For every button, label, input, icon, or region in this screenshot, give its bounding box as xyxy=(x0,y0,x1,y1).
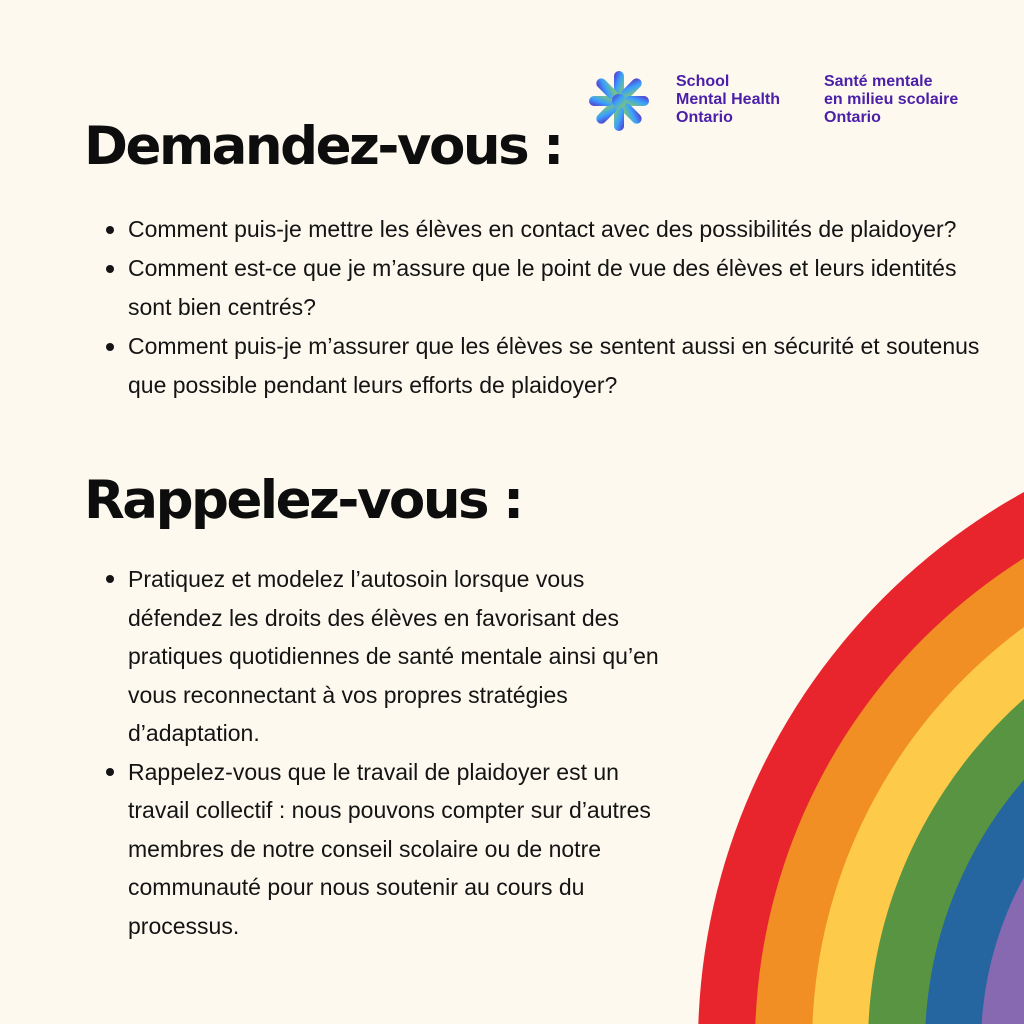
smho-flower-icon xyxy=(586,68,652,134)
logo-line: Santé mentale xyxy=(824,73,933,90)
logo-text-english xyxy=(676,73,780,127)
list-item: Comment puis-je m’assurer que les élèves se sentent aussi en sécurité et soutenus que possible pendant leurs efforts de plaidoyer? xyxy=(84,327,984,405)
smho-logo xyxy=(586,68,986,138)
logo-line: en milieu scolaire xyxy=(824,91,959,108)
list-item: Rappelez-vous que le travail de plaidoyer est un travail collectif : nous pouvons compter sur d’autres membres de notre conseil scolaire ou de notre communauté pour nous soutenir au cours du processus. xyxy=(84,753,684,946)
remember-heading: Rappelez-vous : xyxy=(84,470,522,531)
logo-text-french xyxy=(824,73,958,127)
list-item: Comment puis-je mettre les élèves en contact avec des possibilités de plaidoyer? xyxy=(84,210,984,249)
list-item: Comment est-ce que je m’assure que le point de vue des élèves et leurs identités sont bien centrés? xyxy=(84,249,984,327)
ask-list xyxy=(84,210,984,405)
list-item: Pratiquez et modelez l’autosoin lorsque vous défendez les droits des élèves en favorisant des pratiques quotidiennes de santé mentale ainsi qu’en vous reconnectant à vos propres stratégies d’adaptation. xyxy=(84,560,684,753)
ask-heading: Demandez-vous : xyxy=(84,116,562,177)
logo-line: Ontario xyxy=(676,109,733,126)
remember-list xyxy=(84,560,684,945)
logo-line: Ontario xyxy=(824,109,881,126)
logo-line: School xyxy=(676,73,730,90)
logo-line: Mental Health xyxy=(676,91,781,108)
